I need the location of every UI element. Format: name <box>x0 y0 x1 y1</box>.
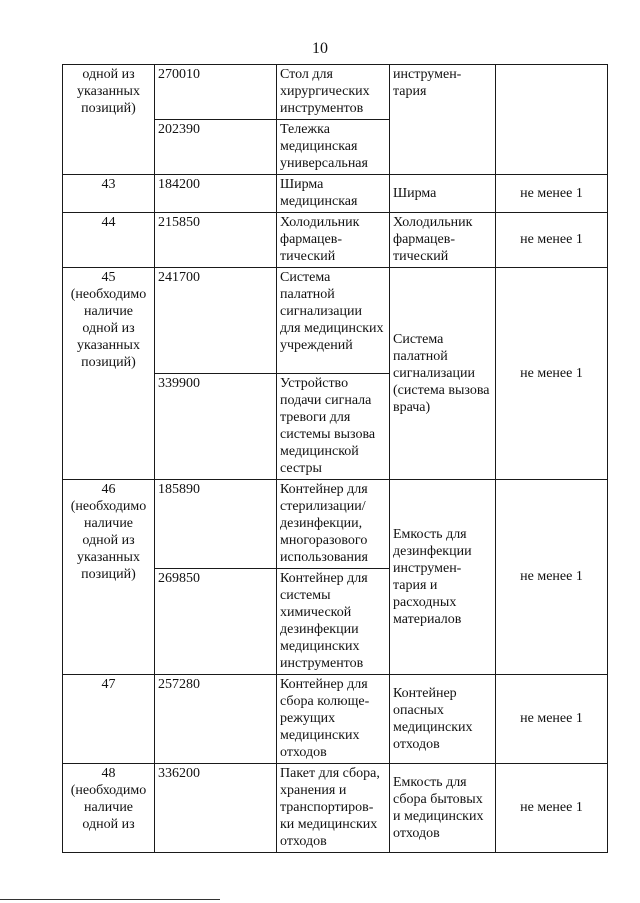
table-row <box>63 764 608 853</box>
page-number: 10 <box>312 40 328 57</box>
item-quantity: не менее 1 <box>496 480 608 675</box>
item-quantity: не менее 1 <box>496 175 608 213</box>
item-kind: Контейнер опасных медицинских отходов <box>390 675 496 764</box>
item-name: Тележка медицинская универсальная <box>277 120 390 175</box>
item-code: 184200 <box>155 175 277 213</box>
item-quantity: не менее 1 <box>496 268 608 480</box>
table-row <box>63 175 608 213</box>
item-name: Контейнер для стерилизации/ дезинфекции, многоразового использования <box>277 480 390 569</box>
equipment-table <box>62 64 608 853</box>
item-kind: Емкость для сбора бытовых и медицинских отходов <box>390 764 496 853</box>
row-number: 48 (необходимо наличие одной из <box>63 764 155 853</box>
footer-divider <box>0 899 220 900</box>
item-quantity <box>496 65 608 175</box>
item-name: Устройство подачи сигнала тревоги для системы вызова медицинской сестры <box>277 374 390 480</box>
item-name: Стол для хирургических инструментов <box>277 65 390 120</box>
row-number: 43 <box>63 175 155 213</box>
item-name: Ширма медицинская <box>277 175 390 213</box>
item-kind: Холодильник фармацев-тический <box>390 213 496 268</box>
item-code: 241700 <box>155 268 277 374</box>
row-number: 44 <box>63 213 155 268</box>
item-quantity: не менее 1 <box>496 764 608 853</box>
table-row <box>63 480 608 569</box>
item-code: 269850 <box>155 569 277 675</box>
item-kind: Система палатной сигнализации (система вызова врача) <box>390 268 496 480</box>
row-number: 45 (необходимо наличие одной из указанных позиций) <box>63 268 155 480</box>
item-name: Пакет для сбора, хранения и транспортиров-ки медицинских отходов <box>277 764 390 853</box>
item-kind: инструмен-тария <box>390 65 496 175</box>
item-code: 270010 <box>155 65 277 120</box>
item-name: Контейнер для системы химической дезинфекции медицинских инструментов <box>277 569 390 675</box>
item-code: 185890 <box>155 480 277 569</box>
table-row <box>63 65 608 120</box>
item-code: 339900 <box>155 374 277 480</box>
table-row <box>63 675 608 764</box>
item-code: 202390 <box>155 120 277 175</box>
item-code: 336200 <box>155 764 277 853</box>
item-quantity: не менее 1 <box>496 213 608 268</box>
row-number: 46 (необходимо наличие одной из указанных позиций) <box>63 480 155 675</box>
item-quantity: не менее 1 <box>496 675 608 764</box>
table-row <box>63 213 608 268</box>
item-code: 257280 <box>155 675 277 764</box>
item-code: 215850 <box>155 213 277 268</box>
item-name: Контейнер для сбора колюще-режущих медицинских отходов <box>277 675 390 764</box>
row-number: 47 <box>63 675 155 764</box>
item-kind: Емкость для дезинфекции инструмен-тария и расходных материалов <box>390 480 496 675</box>
row-number: одной из указанных позиций) <box>63 65 155 175</box>
table-row <box>63 268 608 374</box>
item-kind: Ширма <box>390 175 496 213</box>
item-name: Система палатной сигнализации для медицинских учреждений <box>277 268 390 374</box>
item-name: Холодильник фармацев-тический <box>277 213 390 268</box>
